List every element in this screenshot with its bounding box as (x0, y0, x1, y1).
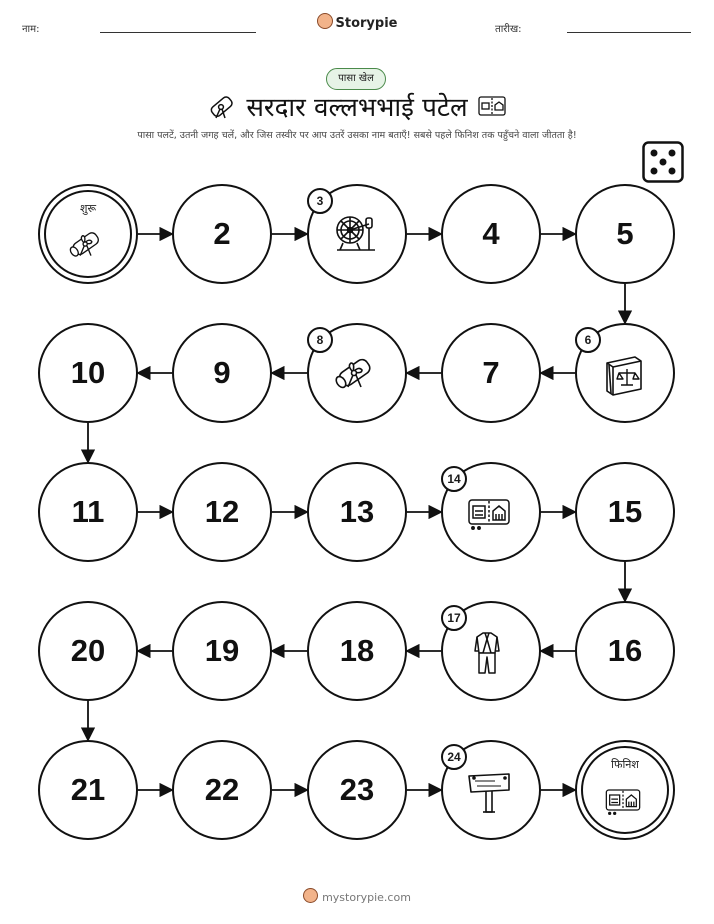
suit-icon (465, 627, 513, 675)
space-number-badge: 8 (307, 327, 333, 353)
footer-url: mystorypie.com (322, 891, 411, 904)
space-number: 5 (616, 216, 634, 251)
board-space (172, 184, 272, 284)
space-label: शुरू (79, 202, 97, 215)
scroll-icon (66, 224, 106, 264)
board-space (172, 462, 272, 562)
page-title: सरदार वल्लभभाई पटेल (246, 93, 468, 123)
space-number: 18 (339, 633, 375, 668)
board-space (307, 323, 407, 423)
stamp-icon (465, 488, 513, 536)
board-space (575, 462, 675, 562)
board-space (38, 601, 138, 701)
board-space (441, 740, 541, 840)
space-number: 12 (204, 494, 240, 529)
board-space (441, 184, 541, 284)
space-number-badge: 6 (575, 327, 601, 353)
space-finish (575, 740, 675, 840)
instructions: पासा पलटें, उतनी जगह चलें, और जिस तस्वीर पर आप उतरें उसका नाम बताएँ! सबसे पहले फिनिश तक पहुँचने वाला जीतता है! (137, 130, 577, 141)
space-number: 2 (213, 216, 231, 251)
board-space (441, 323, 541, 423)
board-space (307, 740, 407, 840)
board-space (38, 323, 138, 423)
brand-name: Storypie (335, 16, 398, 31)
space-number: 4 (482, 216, 500, 251)
space-number: 16 (607, 633, 643, 668)
board-space (38, 740, 138, 840)
date-label: तारीख: (495, 24, 522, 35)
spinning-wheel-icon (331, 210, 379, 258)
board-space (172, 601, 272, 701)
space-number: 20 (70, 633, 106, 668)
board-space (38, 462, 138, 562)
name-label: नाम: (22, 24, 40, 35)
space-number: 19 (204, 633, 240, 668)
space-number: 7 (482, 355, 500, 390)
board-space (441, 601, 541, 701)
board-space (575, 601, 675, 701)
space-number-badge: 14 (441, 466, 467, 492)
space-number: 23 (339, 772, 375, 807)
space-number: 21 (70, 772, 106, 807)
stamp-icon (603, 780, 643, 820)
board-space (575, 184, 675, 284)
board-space (172, 740, 272, 840)
game-type-badge: पासा खेल (326, 68, 386, 90)
space-number-badge: 17 (441, 605, 467, 631)
space-number: 11 (71, 494, 105, 529)
space-number-badge: 3 (307, 188, 333, 214)
board-space (441, 462, 541, 562)
space-number: 22 (204, 772, 240, 807)
board-space (307, 601, 407, 701)
space-number: 10 (70, 355, 106, 390)
footer (0, 888, 714, 904)
space-number: 9 (213, 355, 231, 390)
law-book-icon (599, 349, 647, 397)
scroll-icon (331, 349, 379, 397)
space-start (38, 184, 138, 284)
space-number: 13 (339, 494, 375, 529)
space-number-badge: 24 (441, 744, 467, 770)
storypie-logo-icon (303, 888, 318, 903)
space-number: 15 (607, 494, 643, 529)
board-space (172, 323, 272, 423)
board-space (307, 184, 407, 284)
board-space (575, 323, 675, 423)
board-space (307, 462, 407, 562)
signpost-icon (465, 766, 513, 814)
space-label: फिनिश (611, 758, 639, 771)
